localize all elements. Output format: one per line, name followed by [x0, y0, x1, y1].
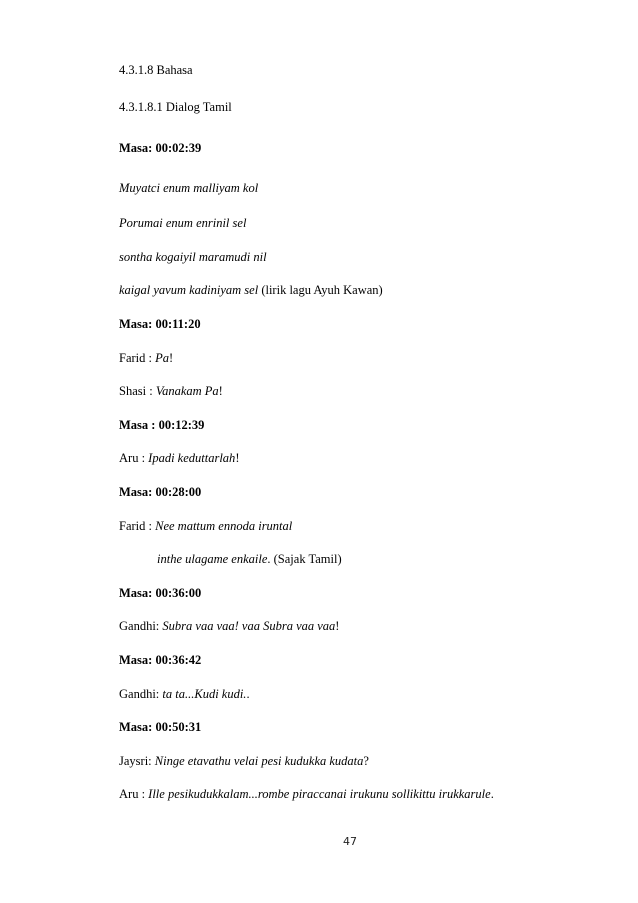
page-number: 47 — [343, 835, 357, 848]
timestamp-line: Masa: 00:36:42 — [119, 653, 202, 667]
dialog-line: Aru : Ipadi keduttarlah! — [119, 451, 240, 465]
timestamp-line: Masa: 00:36:00 — [119, 586, 202, 600]
dialog-line: kaigal yavum kadiniyam sel (lirik lagu Ayuh Kawan) — [119, 283, 383, 297]
timestamp-line: Masa: 00:11:20 — [119, 317, 201, 331]
dialog-line: Gandhi: ta ta...Kudi kudi.. — [119, 687, 250, 701]
dialog-line: Farid : Nee mattum ennoda iruntal — [119, 519, 293, 533]
dialog-line: Aru : Ille pesikudukkalam...rombe piraccanai irukunu sollikittu irukkarule. — [119, 787, 494, 801]
dialog-line: Porumai enum enrinil sel — [119, 216, 247, 230]
timestamp-line: Masa: 00:02:39 — [119, 141, 202, 155]
section-subheading: 4.3.1.8.1 Dialog Tamil — [119, 100, 232, 114]
dialog-line: Shasi : Vanakam Pa! — [119, 384, 223, 398]
timestamp-line: Masa: 00:50:31 — [119, 720, 202, 734]
dialog-line: sontha kogaiyil maramudi nil — [119, 250, 267, 264]
timestamp-line: Masa: 00:28:00 — [119, 485, 202, 499]
dialog-line: Jaysri: Ninge etavathu velai pesi kudukka kudata? — [119, 754, 369, 768]
dialog-line: Gandhi: Subra vaa vaa! vaa Subra vaa vaa! — [119, 619, 340, 633]
timestamp-line: Masa : 00:12:39 — [119, 418, 205, 432]
dialog-line: Farid : Pa! — [119, 351, 174, 365]
dialog-line: Muyatci enum malliyam kol — [119, 181, 259, 195]
section-heading: 4.3.1.8 Bahasa — [119, 63, 193, 77]
dialog-line-indented: inthe ulagame enkaile. (Sajak Tamil) — [157, 552, 342, 566]
